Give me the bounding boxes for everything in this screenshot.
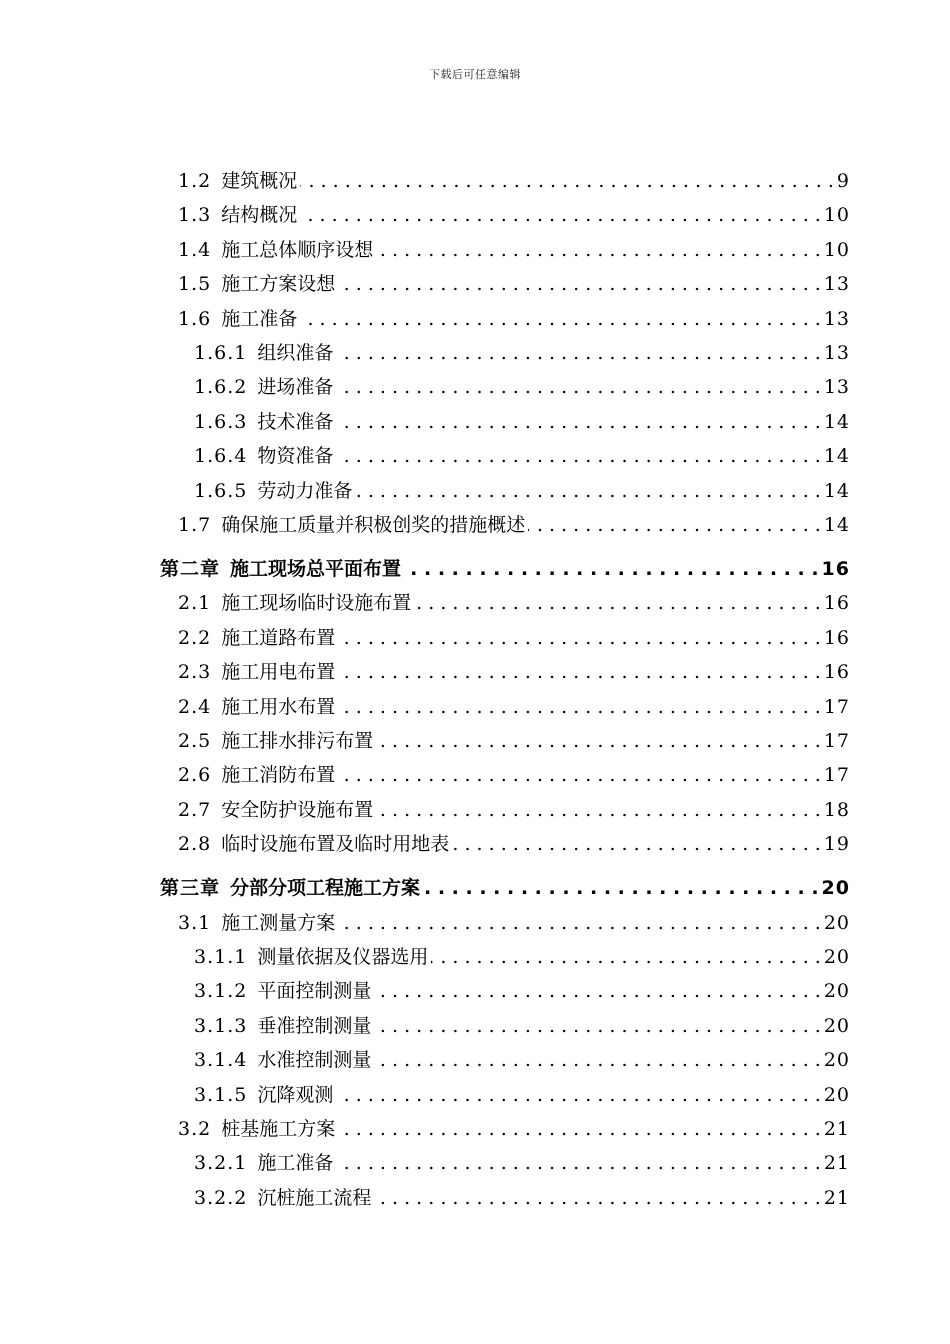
toc-entry-title: 施工用水布置 — [221, 695, 336, 718]
toc-entry-page: 16 — [823, 592, 850, 615]
toc-entry-page: 13 — [823, 376, 850, 399]
dot-leader — [374, 1014, 820, 1038]
toc-entry-number: 3.1.3 — [194, 1014, 248, 1037]
toc-chapter[interactable] — [160, 551, 850, 581]
dot-leader — [376, 798, 821, 822]
dot-leader — [355, 479, 820, 503]
dot-leader — [374, 1186, 820, 1210]
dot-leader — [431, 945, 820, 969]
toc-entry[interactable] — [178, 757, 850, 787]
toc-entry-number: 3.1 — [178, 911, 212, 934]
toc-entry-title: 劳动力准备 — [257, 479, 353, 502]
dot-leader — [338, 272, 821, 296]
toc-entry-title: 结构概况 — [221, 204, 298, 227]
toc-entry-page: 17 — [823, 695, 850, 718]
toc-entry[interactable] — [194, 1077, 850, 1107]
toc-entry-number: 2.6 — [178, 764, 212, 787]
toc-entry-title: 测量依据及仪器选用 — [257, 946, 429, 968]
toc-entry[interactable] — [194, 939, 850, 969]
toc-entry-title: 技术准备 — [257, 410, 334, 433]
toc-entry-page: 20 — [823, 980, 850, 1003]
toc-entry-number: 1.6.4 — [194, 445, 248, 468]
toc-entry-page: 13 — [823, 342, 850, 364]
toc-entry-title: 施工总体顺序设想 — [221, 238, 374, 261]
toc-entry[interactable] — [178, 232, 850, 262]
toc-entry-title: 施工准备 — [221, 307, 298, 330]
dot-leader — [528, 513, 821, 537]
page-header: 下载后可任意编辑 — [429, 68, 521, 81]
toc-chapter-title: 分部分项工程施工方案 — [230, 877, 421, 900]
toc-entry[interactable] — [178, 163, 850, 193]
dot-leader — [338, 626, 821, 650]
toc-entry-number: 1.6.2 — [194, 376, 248, 399]
dot-leader — [414, 591, 821, 615]
dot-leader — [338, 1117, 821, 1141]
toc-entry[interactable] — [178, 197, 850, 227]
toc-entry-number: 1.5 — [178, 273, 212, 296]
toc-chapter-number: 第三章 — [160, 877, 221, 900]
toc-chapter-page: 16 — [821, 558, 850, 580]
toc-entry[interactable] — [194, 1145, 850, 1175]
toc-entry[interactable] — [194, 973, 850, 1003]
toc-entry-title: 施工排水排污布置 — [221, 730, 374, 752]
toc-entry[interactable] — [178, 792, 850, 822]
toc-entry-number: 3.1.1 — [194, 946, 248, 968]
toc-entry-title: 确保施工质量并积极创奖的措施概述 — [221, 514, 526, 536]
toc-entry-number: 2.2 — [178, 626, 212, 649]
toc-entry-number: 3.1.4 — [194, 1049, 248, 1072]
toc-entry-number: 2.3 — [178, 661, 212, 684]
toc-entry[interactable] — [178, 301, 850, 331]
dot-leader — [300, 203, 821, 227]
toc-entry[interactable] — [178, 507, 850, 537]
toc-entry-number: 3.1.2 — [194, 980, 248, 1003]
toc-entry[interactable] — [178, 1111, 850, 1141]
toc-entry-title: 垂准控制测量 — [257, 1014, 372, 1037]
dot-leader — [376, 238, 821, 262]
toc-entry-number: 1.6.5 — [194, 479, 248, 502]
toc-entry[interactable] — [178, 689, 850, 719]
toc-entry-title: 沉桩施工流程 — [257, 1186, 372, 1209]
toc-entry-number: 2.7 — [178, 798, 212, 821]
dot-leader — [338, 660, 821, 684]
toc-entry[interactable] — [194, 335, 850, 365]
toc-entry[interactable] — [194, 438, 850, 468]
dot-leader — [336, 1151, 820, 1175]
toc-entry-title: 水准控制测量 — [257, 1049, 372, 1072]
toc-entry-number: 1.6 — [178, 307, 212, 330]
toc-entry-title: 施工消防布置 — [221, 764, 336, 787]
toc-entry[interactable] — [178, 826, 850, 856]
dot-leader — [452, 832, 821, 856]
toc-entry-title: 施工用电布置 — [221, 661, 336, 684]
toc-entry[interactable] — [194, 1008, 850, 1038]
dot-leader — [336, 375, 820, 399]
dot-leader — [338, 763, 821, 787]
toc-entry-page: 19 — [823, 833, 850, 856]
toc-entry-number: 1.3 — [178, 204, 212, 227]
dot-leader — [336, 410, 820, 434]
toc-entry-number: 2.5 — [178, 730, 212, 752]
toc-entry-page: 14 — [823, 479, 850, 502]
dot-leader — [336, 1083, 820, 1107]
toc-entry[interactable] — [194, 369, 850, 399]
toc-entry-page: 13 — [823, 273, 850, 296]
toc-entry-number: 1.2 — [178, 170, 212, 192]
toc-entry-title: 沉降观测 — [257, 1083, 334, 1106]
toc-entry[interactable] — [178, 654, 850, 684]
toc-entry-title: 进场准备 — [257, 376, 334, 399]
toc-entry-page: 10 — [823, 238, 850, 261]
toc-entry[interactable] — [178, 905, 850, 935]
toc-chapter-number: 第二章 — [160, 558, 221, 580]
dot-leader — [376, 729, 821, 753]
toc-entry[interactable] — [178, 266, 850, 296]
toc-entry-title: 施工道路布置 — [221, 626, 336, 649]
toc-entry-page: 17 — [823, 764, 850, 787]
toc-entry-title: 施工测量方案 — [221, 911, 336, 934]
toc-entry-page: 13 — [823, 307, 850, 330]
toc-entry-number: 3.2.2 — [194, 1186, 248, 1209]
dot-leader — [338, 911, 821, 935]
toc-entry-number: 1.6.3 — [194, 410, 248, 433]
toc-entry-page: 14 — [823, 410, 850, 433]
toc-entry-title: 物资准备 — [257, 445, 334, 468]
toc-entry-number: 3.1.5 — [194, 1083, 248, 1106]
toc-entry-number: 2.8 — [178, 833, 212, 856]
dot-leader — [300, 307, 821, 331]
toc-entry-title: 平面控制测量 — [257, 980, 372, 1003]
toc-entry-number: 3.2 — [178, 1118, 212, 1140]
toc-entry-title: 施工方案设想 — [221, 273, 336, 296]
toc-entry-page: 10 — [823, 204, 850, 227]
toc-entry-page: 9 — [836, 170, 850, 192]
dot-leader — [374, 1048, 820, 1072]
toc-entry-page: 21 — [823, 1118, 850, 1140]
toc-entry-page: 20 — [823, 1083, 850, 1106]
toc-entry[interactable] — [178, 585, 850, 615]
dot-leader — [300, 169, 834, 193]
toc-entry-page: 17 — [823, 730, 850, 752]
toc-entry-page: 16 — [823, 661, 850, 684]
toc-entry-number: 1.7 — [178, 514, 212, 536]
toc-entry-page: 16 — [823, 626, 850, 649]
toc-entry-number: 3.2.1 — [194, 1152, 248, 1175]
toc-entry-title: 施工准备 — [257, 1152, 334, 1175]
toc-entry-title: 安全防护设施布置 — [221, 798, 374, 821]
toc-entry-page: 21 — [823, 1186, 850, 1209]
toc-entry[interactable] — [194, 1180, 850, 1210]
toc-entry-title: 组织准备 — [257, 342, 334, 364]
toc-entry-page: 20 — [823, 946, 850, 968]
toc-entry-title: 施工现场临时设施布置 — [221, 592, 412, 615]
dot-leader — [423, 876, 819, 900]
toc-entry-title: 建筑概况 — [221, 170, 298, 192]
toc-chapter[interactable] — [160, 870, 850, 900]
toc-entry[interactable] — [178, 723, 850, 753]
toc-entry[interactable] — [194, 473, 850, 503]
dot-leader — [336, 341, 820, 365]
toc-entry-page: 20 — [823, 911, 850, 934]
toc-entry-page: 20 — [823, 1014, 850, 1037]
dot-leader — [374, 979, 820, 1003]
toc-entry[interactable] — [194, 404, 850, 434]
toc-entry-title: 桩基施工方案 — [221, 1118, 336, 1140]
toc-entry-page: 14 — [823, 514, 850, 536]
toc-entry-page: 14 — [823, 445, 850, 468]
dot-leader — [338, 695, 821, 719]
toc-entry-page: 21 — [823, 1152, 850, 1175]
toc-entry-number: 1.4 — [178, 238, 212, 261]
toc-entry-number: 1.6.1 — [194, 342, 248, 364]
dot-leader — [404, 557, 819, 581]
dot-leader — [336, 444, 820, 468]
toc-entry-title: 临时设施布置及临时用地表 — [221, 833, 450, 856]
toc-entry-number: 2.4 — [178, 695, 212, 718]
toc-chapter-title: 施工现场总平面布置 — [230, 558, 402, 580]
toc-entry-page: 18 — [823, 798, 850, 821]
toc-entry-number: 2.1 — [178, 592, 212, 615]
toc-chapter-page: 20 — [821, 877, 850, 900]
toc-entry-page: 20 — [823, 1049, 850, 1072]
toc-entry[interactable] — [194, 1042, 850, 1072]
toc-entry[interactable] — [178, 620, 850, 650]
